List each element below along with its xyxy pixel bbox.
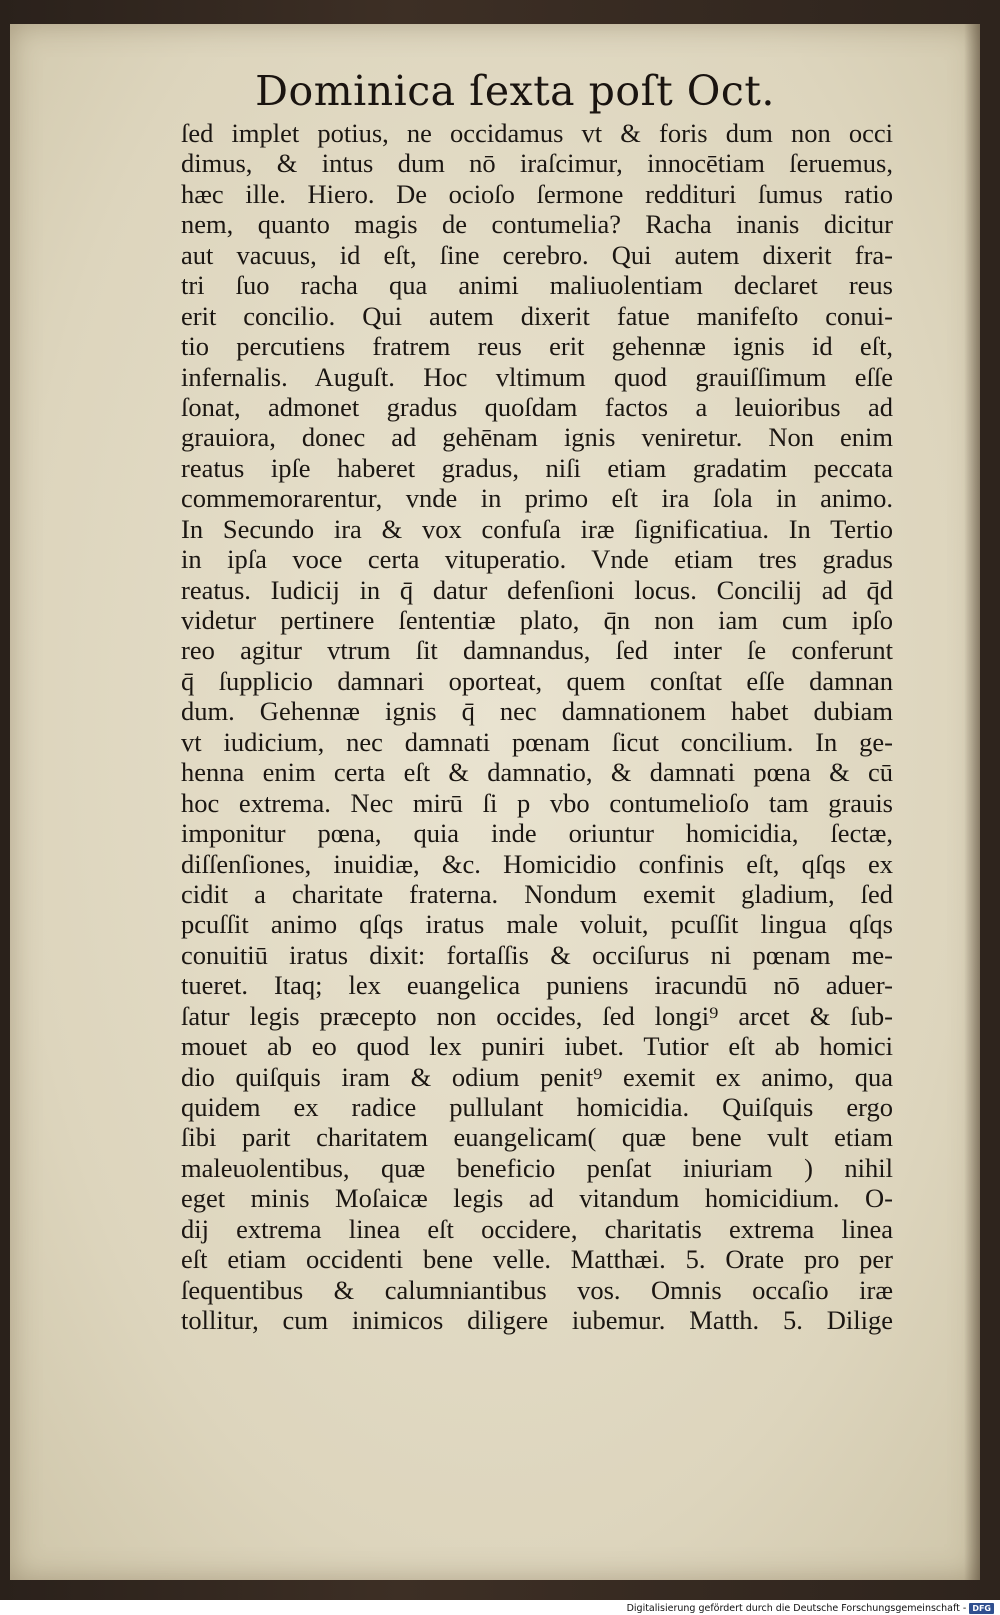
text-line: dio quiſquis iram & odium penit⁹ exemit ex animo, qua: [181, 1061, 893, 1092]
text-line: dum. Gehennæ ignis q̄ nec damnationem habet dubiam: [181, 696, 893, 727]
text-line: In Secundo ira & vox confuſa iræ ſignificatiua. In Tertio: [181, 513, 893, 544]
text-line: infernalis. Auguſt. Hoc vltimum quod grauiſſimum eſſe: [181, 361, 893, 392]
text-line: ſatur legis præcepto non occides, ſed longi⁹ arcet & ſub-: [181, 1000, 893, 1031]
text-line: diſſenſiones, inuidiæ, &c. Homicidio confinis eſt, qſqs ex: [181, 848, 893, 879]
text-line: mouet ab eo quod lex puniri iubet. Tutior eſt ab homici: [181, 1031, 893, 1062]
text-line: eget minis Moſaicæ legis ad vitandum homicidium. O-: [181, 1183, 893, 1214]
text-line: henna enim certa eſt & damnatio, & damnati pœna & cū: [181, 757, 893, 788]
text-line: hæc ille. Hiero. De ocioſo ſermone reddituri ſumus ratio: [181, 178, 893, 209]
text-line: tio percutiens fratrem reus erit gehennæ ignis id eſt,: [181, 331, 893, 362]
text-line: quidem ex radice pullulant homicidia. Quiſquis ergo: [181, 1092, 893, 1122]
text-line: reatus. Iudicij in q̄ datur defenſioni locus. Concilij ad q̄d: [181, 574, 893, 605]
text-line: videtur pertinere ſententiæ plato, q̄n non iam cum ipſo: [181, 605, 893, 635]
text-line: pcuſſit animo qſqs iratus male voluit, pcuſſit lingua qſqs: [181, 909, 893, 940]
body-text: [181, 118, 893, 1336]
dfg-logo: DFG: [969, 1603, 994, 1614]
text-line: hoc extrema. Nec mirū ſi p vbo contumelioſo tam grauis: [181, 787, 893, 818]
text-line: commemorarentur, vnde in primo eſt ira ſola in animo.: [181, 483, 893, 514]
text-line: tueret. Itaq; lex euangelica puniens iracundū nō aduer-: [181, 970, 893, 1001]
credit-text: Digitalisierung gefördert durch die Deutsche Forschungsgemeinschaft -: [626, 1602, 967, 1614]
running-header: Dominica ſexta poſt Oct.: [255, 67, 775, 115]
text-line: in ipſa voce certa vituperatio. Vnde etiam tres gradus: [181, 544, 893, 575]
text-line: ſequentibus & calumniantibus vos. Omnis occaſio iræ: [181, 1274, 893, 1305]
text-line: reatus ipſe haberet gradus, niſi etiam gradatim peccata: [181, 452, 893, 483]
text-line: dij extrema linea eſt occidere, charitatis extrema linea: [181, 1213, 893, 1244]
text-line: nem, quanto magis de contumelia? Racha inanis dicitur: [181, 209, 893, 240]
text-line: aut vacuus, id eſt, ſine cerebro. Qui autem dixerit fra-: [181, 239, 893, 270]
text-line: eſt etiam occidenti bene velle. Matthæi. 5. Orate pro per: [181, 1244, 893, 1275]
text-line: vt iudicium, nec damnati pœnam ſicut concilium. In ge-: [181, 726, 893, 757]
text-line: dimus, & intus dum nō iraſcimur, innocētiam ſeruemus,: [181, 148, 893, 179]
text-line: maleuolentibus, quæ beneficio penſat iniuriam ) nihil: [181, 1152, 893, 1183]
text-line: reo agitur vtrum ſit damnandus, ſed inter ſe conferunt: [181, 635, 893, 666]
text-line: ſonat, admonet gradus quoſdam factos a leuioribus ad: [181, 391, 893, 422]
text-line: conuitiū iratus dixit: fortaſſis & occiſurus ni pœnam me-: [181, 939, 893, 970]
text-line: ſed implet potius, ne occidamus vt & foris dum non occi: [181, 118, 893, 148]
text-line: q̄ ſupplicio damnari oporteat, quem conſtat eſſe damnan: [181, 665, 893, 696]
text-line: tri ſuo racha qua animi maliuolentiam declaret reus: [181, 270, 893, 301]
text-line: cidit a charitate fraterna. Nondum exemit gladium, ſed: [181, 878, 893, 909]
text-line: erit concilio. Qui autem dixerit fatue manifeſto conui-: [181, 300, 893, 331]
text-line: grauiora, donec ad gehēnam ignis veniretur. Non enim: [181, 422, 893, 453]
digitization-credit: [627, 1601, 994, 1615]
text-line: tollitur, cum inimicos diligere iubemur. Matth. 5. Dilige: [181, 1305, 893, 1336]
text-line: imponitur pœna, quia inde oriuntur homicidia, ſectæ,: [181, 818, 893, 849]
text-line: ſibi parit charitatem euangelicam( quæ bene vult etiam: [181, 1122, 893, 1153]
